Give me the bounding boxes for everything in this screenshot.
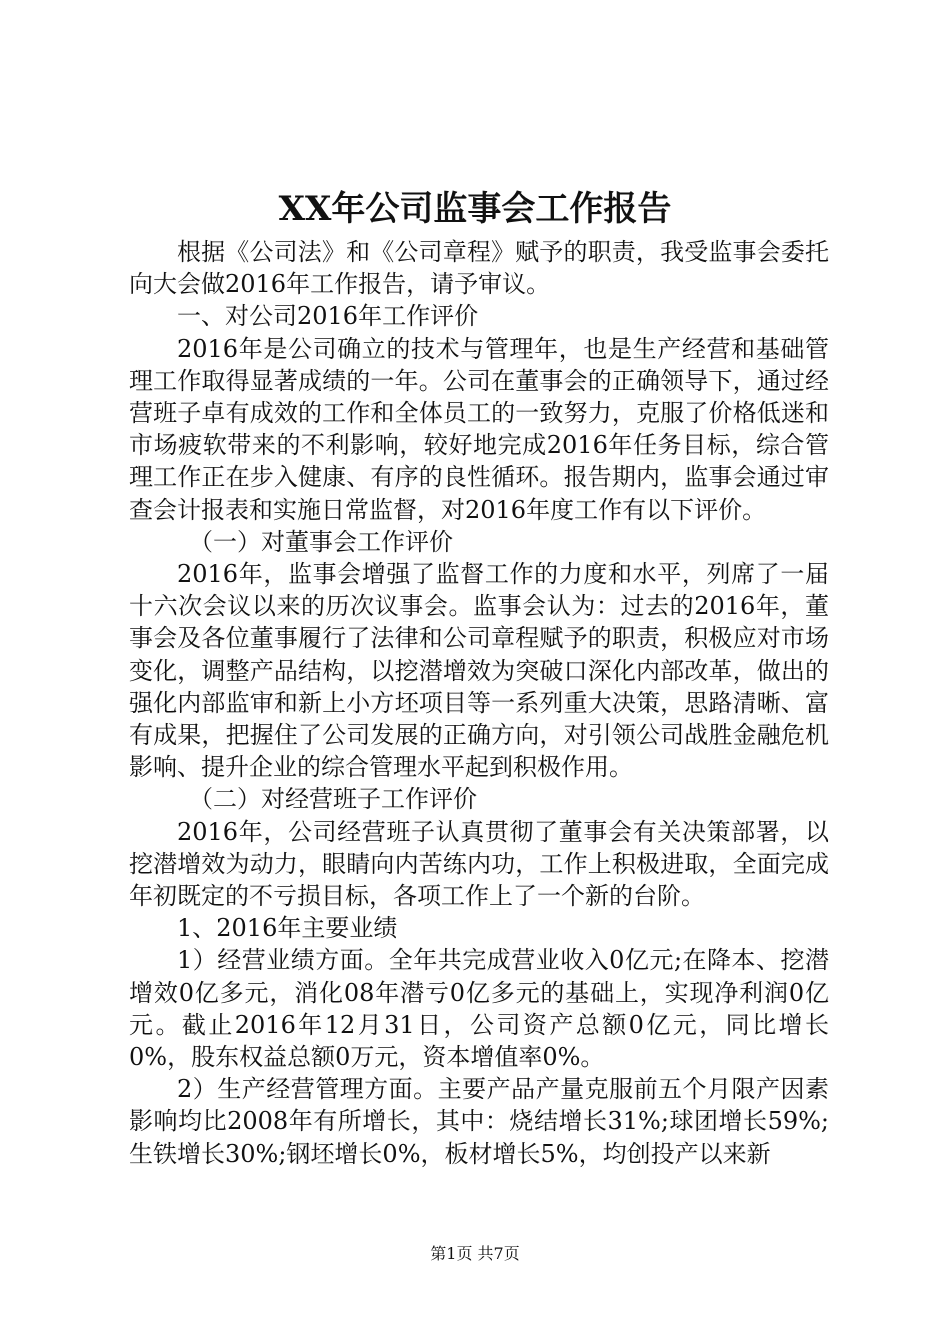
paragraph-production-management: 2）生产经营管理方面。主要产品产量克服前五个月限产因素影响均比2008年有所增长，其中：烧结增长31%;球团增长59%;生铁增长30%;钢坯增长0%，板材增长5%，均创投产以来新 [129,1075,829,1168]
paragraph-intro: 根据《公司法》和《公司章程》赋予的职责，我受监事会委托向大会做2016年工作报告，请予审议。 [129,238,829,299]
paragraph-evaluation: 2016年是公司确立的技术与管理年，也是生产经营和基础管理工作取得显著成绩的一年。公司在董事会的正确领导下，通过经营班子卓有成效的工作和全体员工的一致努力，克服了价格低迷和市场疲软带来的不利影响，较好地完成2016年任务目标，综合管理工作正在步入健康、有序的良性循环。报告期内，监事会通过审查会计报表和实施日常监督，对2016年度工作有以下评价。 [129,334,829,524]
document-body [129,236,829,1170]
subsection-heading-management: （二）对经营班子工作评价 [189,785,477,814]
paragraph-board: 2016年，监事会增强了监督工作的力度和水平，列席了一届十六次会议以来的历次议事会。监事会认为：过去的2016年，董事会及各位董事履行了法律和公司章程赋予的职责，积极应对市场变化，调整产品结构，以挖潜增效为突破口深化内部改革，做出的强化内部监审和新上小方坯项目等一系列重大决策，思路清晰、富有成果，把握住了公司发展的正确方向，对引领公司战胜金融危机影响、提升企业的综合管理水平起到积极作用。 [129,560,829,782]
paragraph-management: 2016年，公司经营班子认真贯彻了董事会有关决策部署，以挖潜增效为动力，眼睛向内苦练内功，工作上积极进取，全面完成年初既定的不亏损目标，各项工作上了一个新的台阶。 [129,817,829,911]
page-footer: 第1页 共7页 [430,1244,520,1263]
document-title: XX年公司监事会工作报告 [278,189,672,229]
paragraph-business-performance: 1）经营业绩方面。全年共完成营业收入0亿元;在降本、挖潜增效0亿多元，消化08年潜亏0亿多元的基础上，实现净利润0亿元。截止2016年12月31日，公司资产总额0亿元，同比增长0%，股东权益总额0万元，资本增值率0%。 [129,946,829,1072]
subsection-heading-board: （一）对董事会工作评价 [189,527,453,556]
item-heading-performance: 1、2016年主要业绩 [177,914,398,943]
section-heading-1: 一、对公司2016年工作评价 [177,302,479,331]
